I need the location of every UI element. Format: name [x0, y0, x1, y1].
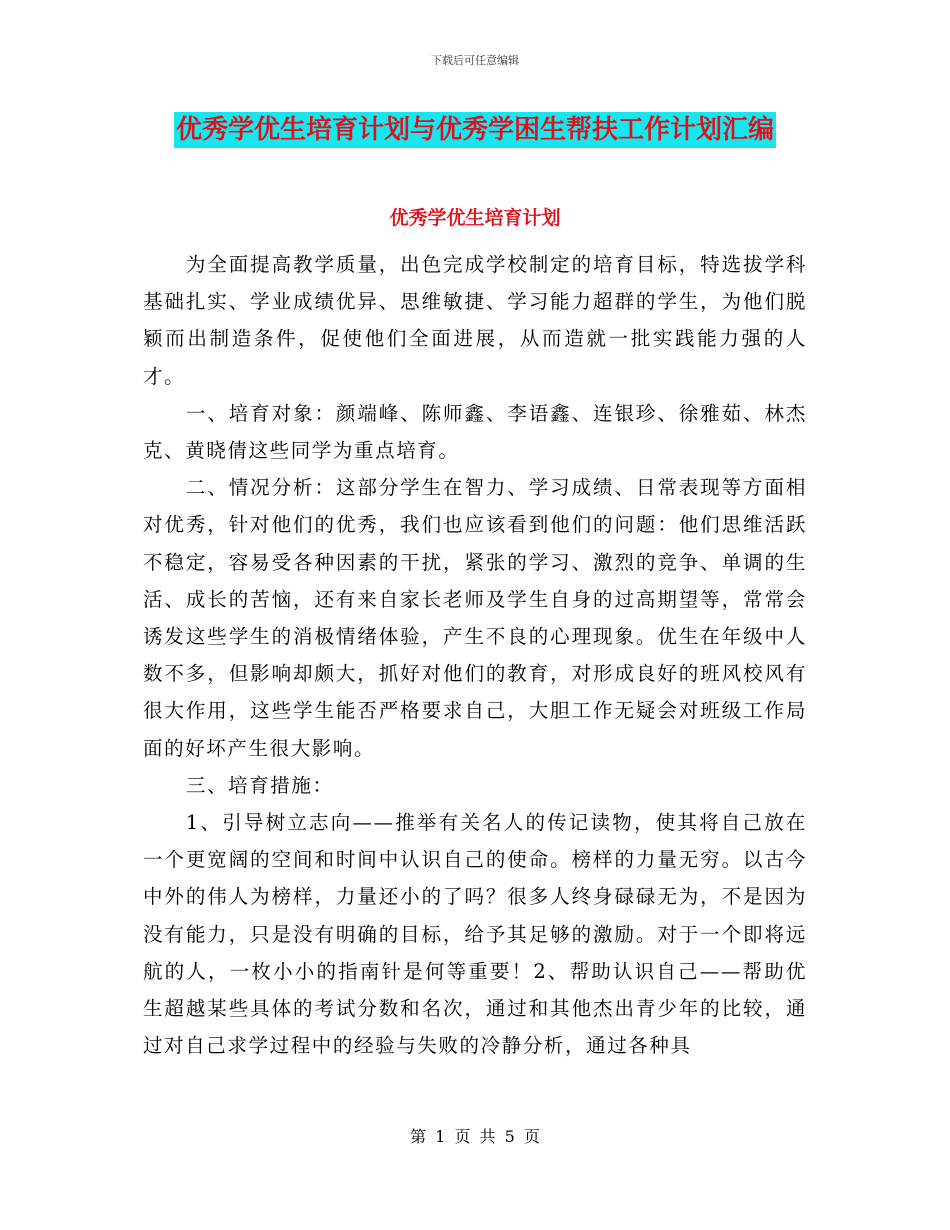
paragraph-measures: 1、引导树立志向——推举有关名人的传记读物，使其将自己放在一个更宽阔的空间和时间中认识自己的使命。榜样的力量无穷。以古今中外的伟人为榜样，力量还小的了吗？很多人终身碌碌无为，不是因为没有能力，只是没有明确的目标，给予其足够的激励。对于一个即将远航的人，一枚小小的指南针是何等重要！2、帮助认识自己——帮助优生超越某些具体的考试分数和名次，通过和其他杰出青少年的比较，通过对自己求学过程中的经验与失败的冷静分析，通过各种具 — [143, 811, 807, 1058]
paragraph-analysis: 二、情况分析：这部分学生在智力、学习成绩、日常表现等方面相对优秀，针对他们的优秀，我们也应该看到他们的问题：他们思维活跃不稳定，容易受各种因素的干扰，紧张的学习、激烈的竞争、单调的生活、成长的苦恼，还有来自家长老师及学生自身的过高期望等，常常会诱发这些学生的消极情绪体验，产生不良的心理现象。优生在年级中人数不多，但影响却颇大，抓好对他们的教育，对形成良好的班风校风有很大作用，这些学生能否严格要求自己，大胆工作无疑会对班级工作局面的好坏产生很大影响。 — [143, 476, 807, 760]
page-footer: 第 1 页 共 5 页 — [410, 1127, 540, 1146]
main-title-container — [0, 112, 950, 148]
paragraph-measures-heading: 三、培育措施： — [185, 773, 334, 797]
paragraph-intro: 为全面提高教学质量，出色完成学校制定的培育目标，特选拔学科基础扎实、学业成绩优异、思维敏捷、学习能力超群的学生，为他们脱颖而出制造条件，促使他们全面进展，从而造就一批实践能力强的人才。 — [143, 253, 807, 388]
header-note: 下载后可任意编辑 — [431, 54, 519, 67]
document-body — [143, 246, 807, 1064]
section-title: 优秀学优生培育计划 — [389, 207, 561, 229]
paragraph-targets: 一、培育对象：颜端峰、陈师鑫、李语鑫、连银珍、徐雅茹、林杰克、黄晓倩这些同学为重点培育。 — [143, 401, 807, 463]
main-title: 优秀学优生培育计划与优秀学困生帮扶工作计划汇编 — [174, 112, 776, 148]
